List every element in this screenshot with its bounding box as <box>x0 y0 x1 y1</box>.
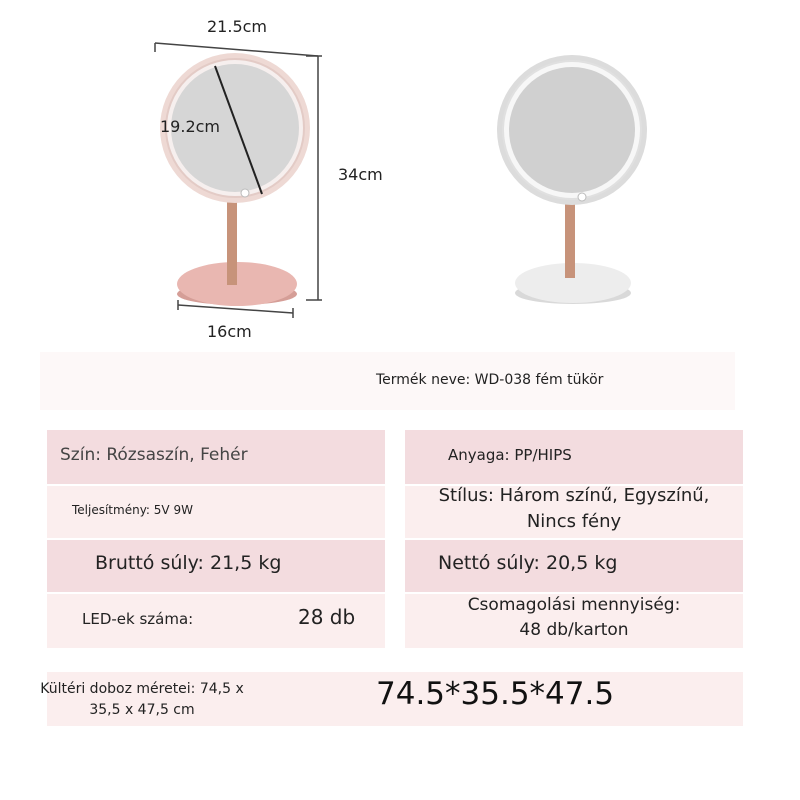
spec-led-label: LED-ek száma: <box>82 610 194 628</box>
white-mirror-image <box>497 55 647 304</box>
spec-material: Anyaga: PP/HIPS <box>448 446 572 464</box>
height-dimension-label: 34cm <box>338 165 383 184</box>
spec-packing-line1: Csomagolási mennyiség: <box>467 595 681 615</box>
spec-led-value: 28 db <box>298 605 356 629</box>
spec-color: Szín: Rózsaszín, Fehér <box>60 445 248 465</box>
spec-box-label-line2: 35,5 x 47,5 cm <box>89 702 195 718</box>
diameter-dimension-label: 19.2cm <box>160 117 221 136</box>
spec-gross-weight: Bruttó súly: 21,5 kg <box>95 552 282 574</box>
spec-box-value: 74.5*35.5*47.5 <box>376 676 615 712</box>
spec-style-line1: Stílus: Három színű, Egyszínű, <box>438 485 710 506</box>
spec-box-label-line1: Kültéri doboz méretei: 74,5 x <box>40 681 244 697</box>
spec-power: Teljesítmény: 5V 9W <box>72 503 193 517</box>
spec-net-weight: Nettó súly: 20,5 kg <box>438 552 618 574</box>
spec-packing-line2: 48 db/karton <box>519 620 629 640</box>
spec-style-line2: Nincs fény <box>526 511 622 532</box>
base-dimension-label: 16cm <box>207 322 252 341</box>
pink-mirror-image <box>160 53 310 306</box>
product-illustration <box>0 0 800 360</box>
product-name: Termék neve: WD-038 fém tükör <box>376 372 604 388</box>
width-dimension-label: 21.5cm <box>207 17 268 36</box>
